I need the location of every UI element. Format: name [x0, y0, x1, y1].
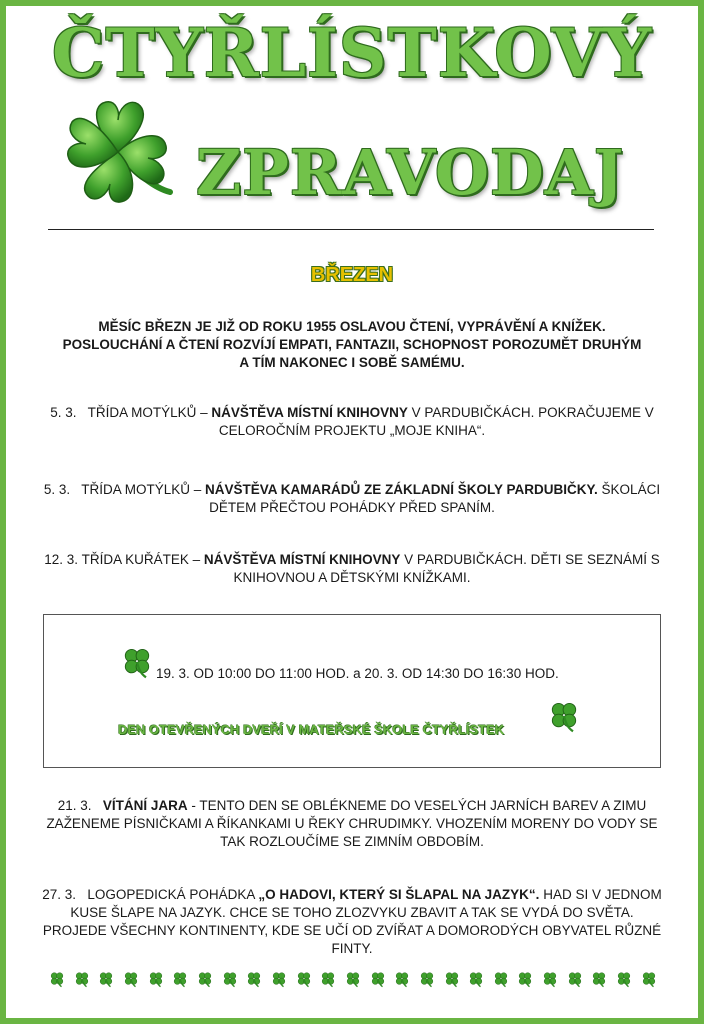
event-highlight: NÁVŠTĚVA MÍSTNÍ KNIHOVNY: [211, 405, 408, 420]
clover-icon: [443, 970, 461, 988]
event-item: [40, 404, 664, 440]
event-item: [40, 886, 664, 958]
event-highlight: NÁVŠTĚVA MÍSTNÍ KNIHOVNY: [203, 552, 401, 567]
clover-icon: [492, 970, 510, 988]
clover-icon: [467, 970, 485, 988]
event-text: TŘÍDA KUŘÁTEK –: [81, 552, 201, 567]
event-date: 27. 3.: [42, 887, 77, 902]
event-text: TŘÍDA MOTÝLKŮ –: [81, 482, 202, 497]
open-day-box: [43, 614, 661, 768]
event-text: V PARDUBIČKÁCH. DĚTI SE SEZNÁMÍ S KNIHOVNOU A DĚTSKÝMI KNÍŽKAMI.: [233, 552, 660, 585]
clover-icon: [369, 970, 387, 988]
clover-icon: [48, 970, 66, 988]
clover-icon: [245, 970, 263, 988]
clover-icon: [196, 970, 214, 988]
month-heading: BŘEZEN: [310, 264, 394, 286]
newsletter-title-line2: ZPRAVODAJ: [196, 136, 625, 209]
clover-icon: [516, 970, 534, 988]
event-date: 12. 3.: [44, 552, 79, 567]
event-date: 21. 3.: [57, 798, 92, 813]
event-highlight: „O HADOVI, KTERÝ SI ŠLAPAL NA JAZYK“.: [258, 887, 540, 902]
event-text: HAD SI V JEDNOM KUSE ŠLAPE NA JAZYK. CHCE SE TOHO ZLOZVYKU ZBAVIT A TAK SE VYDÁ DO SVĚTA. PROJEDE VŠECHNY KONTINENTY, KDE SE UČÍ OD ZVÍŘAT A DOMORODÝCH OBYVATEL RŮZNÉ FINTY.: [42, 887, 662, 956]
clover-icon: [97, 970, 115, 988]
clover-icon: [119, 644, 155, 680]
clover-icon: [590, 970, 608, 988]
clover-icon: [221, 970, 239, 988]
open-day-title: DEN OTEVŘENÝCH DVEŘÍ V MATEŘSKÉ ŠKOLE ČTYŘLÍSTEK: [118, 722, 505, 737]
newsletter-title-line1: ČTYŘLÍSTKOVÝ: [52, 14, 652, 92]
clover-icon: [566, 970, 584, 988]
clover-icon: [147, 970, 165, 988]
event-date: 5. 3.: [50, 405, 77, 420]
event-text: TŘÍDA MOTÝLKŮ –: [87, 405, 208, 420]
clover-icon: [344, 970, 362, 988]
four-leaf-clover-icon: [58, 96, 178, 208]
clover-icon: [640, 970, 658, 988]
event-highlight: NÁVŠTĚVA KAMARÁDŮ ZE ZÁKLADNÍ ŠKOLY PARDUBIČKY.: [205, 482, 598, 497]
event-item: [40, 551, 664, 587]
header-divider: [48, 229, 654, 230]
event-text: - TENTO DEN SE OBLÉKNEME DO VESELÝCH JARNÍCH BAREV A ZIMU ZAŽENEME PÍSNIČKAMI A ŘÍKANKAMI U ŘEKY CHRUDIMKY. VHOZENÍM MORENY DO VODY SE TAK ROZLOUČÍME SE ZIMNÍM OBDOBÍM.: [46, 798, 658, 849]
event-item: [40, 481, 664, 517]
clover-border-footer: [48, 970, 658, 992]
open-day-dates: 19. 3. OD 10:00 DO 11:00 HOD. a 20. 3. OD 14:30 DO 16:30 HOD.: [156, 666, 559, 681]
clover-icon: [541, 970, 559, 988]
clover-icon: [171, 970, 189, 988]
clover-icon: [615, 970, 633, 988]
event-text: V PARDUBIČKÁCH. POKRAČUJEME V CELOROČNÍM PROJEKTU „MOJE KNIHA“.: [218, 405, 654, 438]
clover-icon: [122, 970, 140, 988]
event-date: 5. 3.: [43, 482, 71, 497]
clover-icon: [546, 698, 582, 734]
clover-icon: [295, 970, 313, 988]
event-text: LOGOPEDICKÁ POHÁDKA: [87, 887, 255, 902]
clover-icon: [418, 970, 436, 988]
event-item: [40, 797, 664, 851]
clover-icon: [270, 970, 288, 988]
event-text: ŠKOLÁCI DĚTEM PŘEČTOU POHÁDKY PŘED SPANÍM.: [209, 482, 661, 515]
event-highlight: VÍTÁNÍ JARA: [102, 798, 188, 813]
clover-icon: [73, 970, 91, 988]
clover-icon: [319, 970, 337, 988]
intro-paragraph: MĚSÍC BŘEZN JE JIŽ OD ROKU 1955 OSLAVOU ČTENÍ, VYPRÁVĚNÍ A KNÍŽEK. POSLOUCHÁNÍ A ČTENÍ ROZVÍJÍ EMPATI, FANTAZII, SCHOPNOST POROZUMĚT DRUHÝM A TÍM NAKONEC I SOBĚ SAMÉMU.: [62, 319, 642, 370]
clover-icon: [393, 970, 411, 988]
